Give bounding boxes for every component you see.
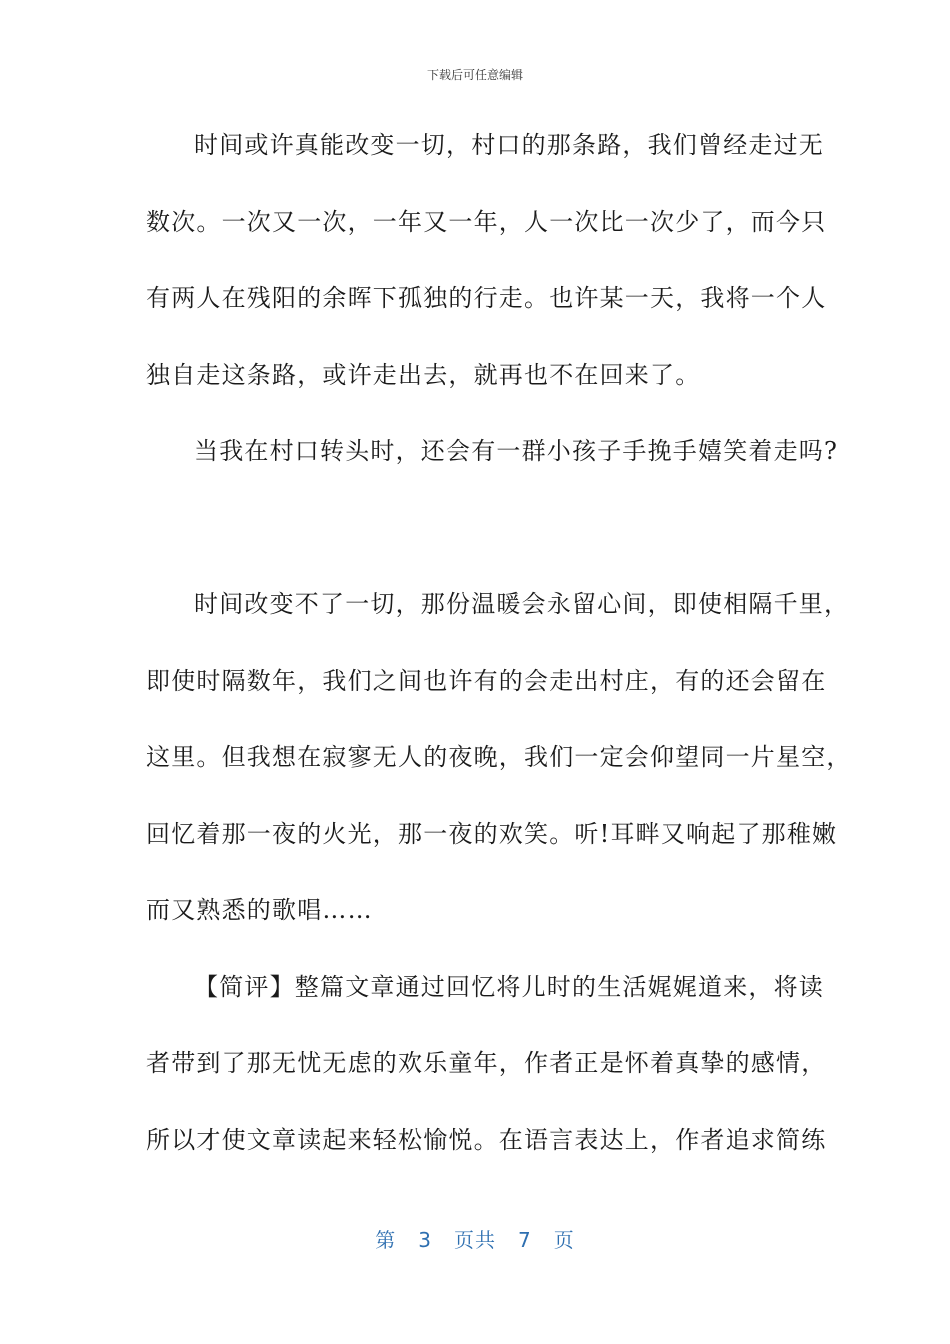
paragraph-line: 而又熟悉的歌唱…… [146, 896, 373, 924]
paragraph-4-review [146, 968, 827, 1159]
page-header-note: 下载后可任意编辑 [426, 68, 523, 82]
paragraph-line: 回忆着那一夜的火光，那一夜的欢笑。听!耳畔又响起了那稚嫩 [146, 819, 838, 848]
total-page-number: 7 [518, 1228, 532, 1252]
paragraph-line: 即使时隔数年，我们之间也许有的会走出村庄，有的还会留在 [146, 666, 827, 695]
paragraph-line: 所以才使文章读起来轻松愉悦。在语言表达上，作者追求简练 [146, 1125, 827, 1154]
paragraph-line: 数次。一次又一次，一年又一年，人一次比一次少了，而今只 [146, 207, 827, 236]
paragraph-line: 独自走这条路，或许走出去，就再也不在回来了。 [146, 360, 701, 389]
paragraph-1 [146, 126, 827, 394]
paragraph-line: 当我在村口转头时，还会有一群小孩子手挽手嬉笑着走吗? [194, 437, 839, 465]
paragraph-line: 【简评】整篇文章通过回忆将儿时的生活娓娓道来，将读 [194, 972, 824, 1001]
current-page-number: 3 [418, 1228, 432, 1252]
paragraph-3 [146, 585, 852, 929]
paragraph-line: 有两人在残阳的余晖下孤独的行走。也许某一天，我将一个人 [146, 284, 827, 312]
paragraph-line: 这里。但我想在寂寥无人的夜晚，我们一定会仰望同一片星空， [146, 743, 852, 771]
blank-line [146, 509, 806, 547]
paragraph-line: 时间改变不了一切，那份温暖会永留心间，即使相隔千里， [194, 590, 850, 618]
page-footer [0, 1224, 950, 1253]
paragraph-line: 时间或许真能改变一切，村口的那条路，我们曾经走过无 [194, 131, 824, 159]
footer-middle: 页共 [454, 1228, 496, 1252]
paragraph-2 [146, 432, 839, 470]
footer-suffix: 页 [553, 1228, 575, 1252]
footer-prefix: 第 [375, 1228, 397, 1252]
article-body [146, 126, 852, 1197]
paragraph-line: 者带到了那无忧无虑的欢乐童年，作者正是怀着真挚的感情， [146, 1049, 827, 1077]
